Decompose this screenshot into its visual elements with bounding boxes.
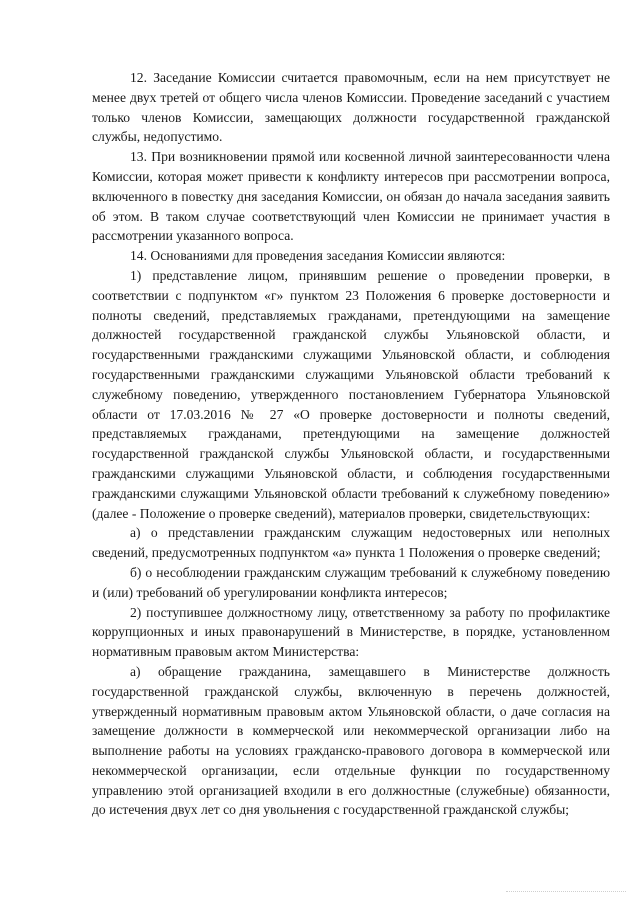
scan-artifact-line bbox=[506, 891, 626, 893]
paragraph-14-item-2a: а) обращение гражданина, замещавшего в Министерстве должность государственной гражданской службы, включенную в перечень должностей, утвержденный нормативным правовым актом Ульяновской области, о даче согласия на замещение должности в коммерческой или некоммерческой организации либо на выполнение работы на условиях гражданско-правового договора в коммерческой или некоммерческой организации, если отдельные функции по государственному управлению этой организацией входили в его должностные (служебные) обязанности, до истечения двух лет со дня увольнения с государственной гражданской службы; bbox=[92, 663, 610, 818]
paragraph-14-item-2: 2) поступившее должностному лицу, ответственному за работу по профилактике коррупционных и иных правонарушений в Министерстве, в порядке, установленном нормативным правовым актом Министерства: bbox=[92, 604, 610, 660]
paragraph-14: 14. Основаниями для проведения заседания Комиссии являются: bbox=[130, 248, 506, 264]
paragraph-13: 13. При возникновении прямой или косвенной личной заинтересованности члена Комиссии, которая может привести к конфликту интересов при рассмотрении вопроса, включенного в повестку дня заседания Комиссии, он обязан до начала заседания заявить об этом. В таком случае соответствующий член Комиссии не принимает участия в рассмотрении указанного вопроса. bbox=[92, 149, 610, 244]
paragraph-14-item-1: 1) представление лицом, принявшим решение о проведении проверки, в соответствии с подпунктом «г» пунктом 23 Положения 6 проверке достоверности и полноты сведений, представляемых гражданами, претендующими на замещение должностей государственной гражданской службы Ульяновской области, и государственными гражданскими служащими Ульяновской области, и соблюдения государственными гражданскими служащими Ульяновской области требований к служебному поведению, утвержденного постановлением Губернатора Ульяновской области от 17.03.2016 № 27 «О проверке достоверности и полноты сведений, представляемых гражданами, претендующими на замещение должностей государственной гражданской службы Ульяновской области, и государственными гражданскими служащими Ульяновской области, и соблюдения государственными гражданскими служащими Ульяновской области требований к служебному поведению» (далее - Положение о проверке сведений), материалов проверки, свидетельствующих: bbox=[92, 267, 610, 521]
paragraph-14-item-1b: б) о несоблюдении гражданским служащим требований к служебному поведению и (или) требований об урегулировании конфликта интересов; bbox=[92, 564, 610, 600]
paragraph-12: 12. Заседание Комиссии считается правомочным, если на нем присутствует не менее двух третей от общего числа членов Комиссии. Проведение заседаний с участием только членов Комиссии, замещающих должности государственной гражданской службы, недопустимо. bbox=[92, 70, 610, 145]
paragraph-14-item-1a: а) о представлении гражданским служащим недостоверных или неполных сведений, предусмотренных подпунктом «а» пункта 1 Положения о проверке сведений; bbox=[92, 525, 610, 561]
